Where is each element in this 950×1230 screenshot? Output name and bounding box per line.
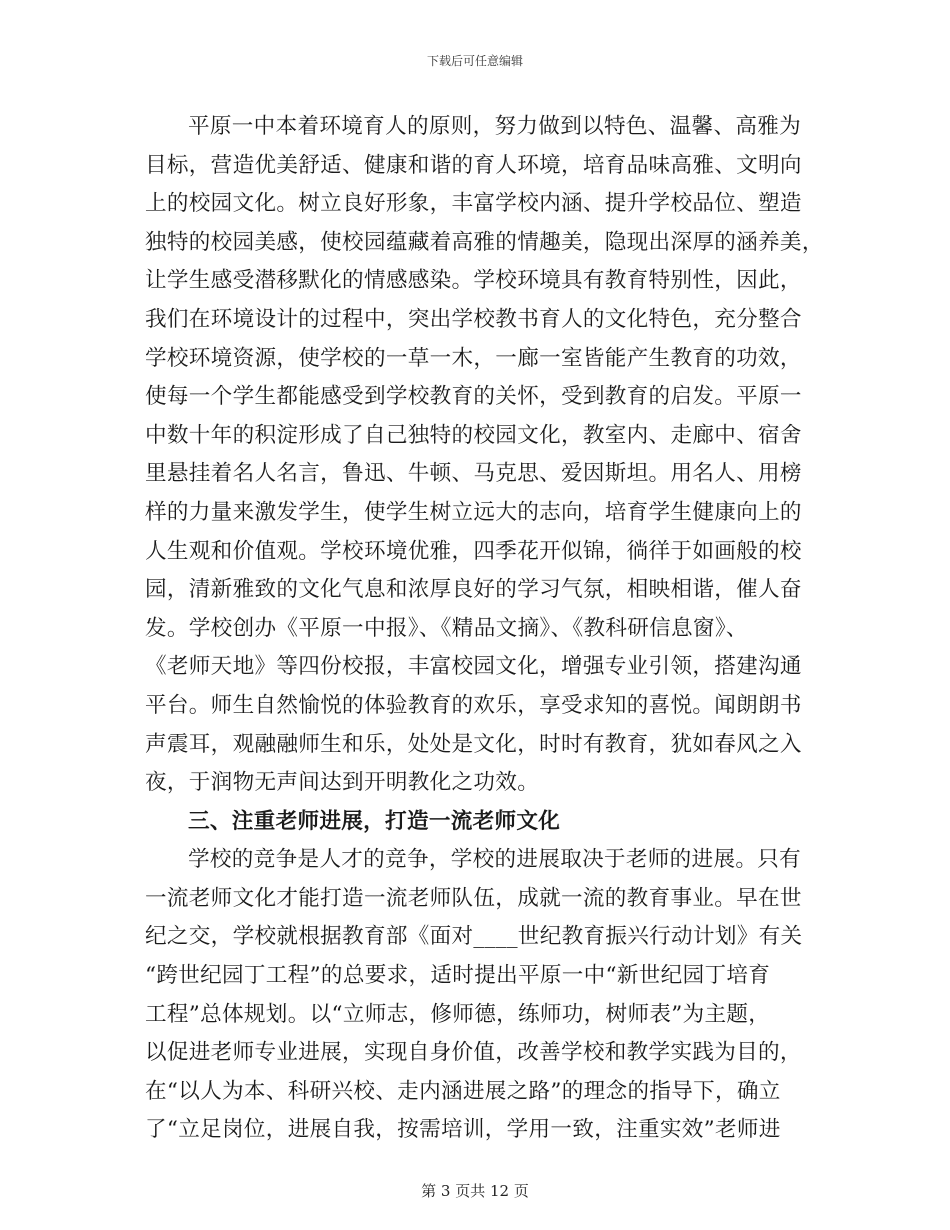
document-body [145,108,824,1150]
page-header: 下载后可任意编辑 [426,54,523,68]
text-line: 工程”总体规划。以“立师志，修师德，练师功，树师表”为主题， [145,1001,771,1027]
text-line: 园，清新雅致的文化气息和浓厚良好的学习气氛，相映相谐，催人奋 [145,577,802,603]
section-heading: 三、注重老师进展，打造一流老师文化 [188,808,561,834]
text-line: 平原一中本着环境育人的原则，努力做到以特色、温馨、高雅为 [188,114,802,139]
text-line: 中数十年的积淀形成了自己独特的校园文化，教室内、走廊中、宿舍 [145,422,802,448]
text-line: 纪之交，学校就根据教育部《面对____世纪教育振兴行动计划》有关 [145,924,803,950]
text-line: 在“以人为本、科研兴校、走内涵进展之路”的理念的指导下，确立 [145,1078,781,1104]
text-line: 样的力量来激发学生，使学生树立远大的志向，培育学生健康向上的 [145,499,802,525]
paragraph-environment [145,108,824,803]
text-line: 我们在环境设计的过程中，突出学校教书育人的文化特色，充分整合 [145,306,802,332]
text-line: 以促进老师专业进展，实现自身价值，改善学校和教学实践为目的， [145,1040,802,1066]
text-line: 上的校园文化。树立良好形象，丰富学校内涵、提升学校品位、塑造 [145,191,802,217]
paragraph-teachers [145,841,805,1150]
page-number: 第 3 页共 12 页 [421,1182,529,1200]
text-line: 里悬挂着名人名言，鲁迅、牛顿、马克思、爱因斯坦。用名人、用榜 [145,461,802,487]
text-line: 声震耳，观融融师生和乐，处处是文化，时时有教育，犹如春风之入 [145,731,802,757]
text-line: 学校的竞争是人才的竞争，学校的进展取决于老师的进展。只有 [188,847,802,873]
text-line: 人生观和价值观。学校环境优雅，四季花开似锦，徜徉于如画般的校 [145,538,802,564]
text-line: 平台。师生自然愉悦的体验教育的欢乐，享受求知的喜悦。闻朗朗书 [145,692,802,718]
text-line: 发。学校创办《平原一中报》、《精品文摘》、《教科研信息窗》、 [145,615,748,641]
text-line: 独特的校园美感，使校园蕴藏着高雅的情趣美，隐现出深厚的涵养美， [145,229,824,255]
text-line: 《老师天地》等四份校报，丰富校园文化，增强专业引领，搭建沟通 [145,654,802,680]
text-line: 了“立足岗位，进展自我，按需培训，学用一致，注重实效”老师进 [145,1117,781,1143]
text-line: 夜，于润物无声间达到开明教化之功效。 [145,770,540,796]
text-line: 让学生感受潜移默化的情感感染。学校环境具有教育特别性，因此， [145,268,802,294]
text-line: 学校环境资源，使学校的一草一木，一廊一室皆能产生教育的功效， [145,345,802,371]
text-line: 使每一个学生都能感受到学校教育的关怀，受到教育的启发。平原一 [145,384,802,410]
text-line: 一流老师文化才能打造一流老师队伍，成就一流的教育事业。早在世 [145,885,802,911]
text-line: “跨世纪园丁工程”的总要求，适时提出平原一中“新世纪园丁培育 [145,963,771,989]
text-line: 目标，营造优美舒适、健康和谐的育人环境，培育品味高雅、文明向 [145,152,802,178]
